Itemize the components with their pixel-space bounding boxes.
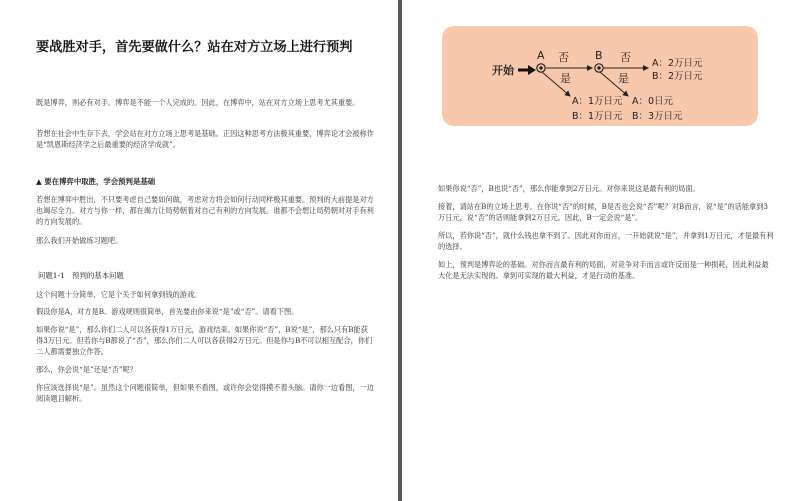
node-a-dot — [539, 66, 542, 69]
game-tree-diagram — [442, 26, 758, 126]
start-label: 开始 — [492, 64, 514, 77]
outcome-no-yes-b: B：3万日元 — [632, 111, 683, 122]
right-paragraph-4: 如上，预判是博弈论的基础。对你而言最有利的局面，对竞争对手而言或许反而是一种损耗，因此利益最大化是无法实现的。拿到可实现的最大利益，才是行动的基准。 — [438, 260, 769, 281]
problem-heading: 问题1-1 预判的基本问题 — [38, 271, 124, 280]
yes-label-a: 是 — [560, 72, 571, 85]
page-title: 要战胜对手，首先要做什么？站在对方立场上进行预判 — [36, 40, 353, 55]
start-arrow-head — [528, 65, 536, 75]
right-paragraph-3: 所以，若你说“否”，就什么钱也拿不到了。因此对你而言，一开始就说“是”，并拿到1万日元，才是最有利的选择。 — [438, 231, 774, 252]
right-paragraph-2: 接着，请站在B的立场上思考。在你说“否”的时候，B是否也会说“否”呢？对B而言，说“是”的话能拿到3万日元，说“否”的话则能拿到2万日元。因此，B一定会说“是”。 — [438, 202, 768, 223]
outcome-yes-a: A：1万日元 — [572, 96, 623, 107]
problem-paragraph-1: 这个问题十分简单，它是个关于如何拿到钱的游戏。 — [36, 290, 202, 299]
outcome-yes-b: B：1万日元 — [572, 111, 623, 122]
problem-paragraph-5: 你应该选择说“是”。虽然这个问题很简单，但如果不看图，或许你会觉得摸不着头脑。请你一边看图，一边阅读题目解析。 — [36, 383, 374, 404]
game-tree-svg — [442, 26, 758, 126]
node-b-dot — [597, 66, 600, 69]
node-b-label: B — [595, 49, 603, 62]
no-label-a: 否 — [558, 51, 569, 64]
right-page — [402, 0, 800, 501]
problem-paragraph-3: 如果你说“是”，那么你们二人可以各获得1万日元，游戏结束。如果你说“否”，B说“是”，那么只有B能获得3万日元。但若你与B都说了“否”，那么你们二人可以各获得2万日元。但是你与B不可以相互配合，你们二人都需要独立作答。 — [36, 325, 373, 357]
right-paragraph-1: 如果你说“否”，B也说“否”，那么你能拿到2万日元。对你来说这是最有利的局面。 — [438, 184, 700, 193]
problem-paragraph-4: 那么，你会说“是”还是“否”呢？ — [36, 365, 137, 374]
outcome-no-yes-a: A：0日元 — [632, 96, 674, 107]
no-label-b: 否 — [620, 51, 631, 64]
section-paragraph-1: 若想在博弈中胜出，不只要考虑自己要如何做，考虑对方将会如何行动同样极其重要。预判的大前提是对方也竭尽全力。对方与你一样，都在竭力让局势朝着对自己有利的方向发展。谁都不会想让局势朝对对手有利的方向发展的。 — [36, 195, 374, 227]
problem-paragraph-2: 假设你是A，对方是B。游戏规则很简单，首先要由你来说“是”或“否”。请看下图。 — [36, 307, 299, 316]
yes-label-b: 是 — [618, 72, 629, 85]
node-a-label: A — [537, 49, 545, 62]
section-heading: ▲ 要在博弈中取胜，学会预判是基础 — [36, 177, 156, 186]
intro-paragraph-1: 既是博弈，则必有对手。博弈是不能一个人完成的。因此，在博弈中，站在对方立场上思考尤其重要。 — [36, 98, 360, 107]
outcome-no-no-a: A：2万日元 — [652, 58, 703, 69]
intro-paragraph-2: 若想在社会中生存下去，学会站在对方立场上思考是基础。正因这种思考方法极其重要，博弈论才会被称作是“凯恩斯经济学之后最重要的经济学成就”。 — [36, 129, 374, 150]
left-page — [0, 0, 398, 501]
outcome-no-no-b: B：2万日元 — [652, 71, 703, 82]
section-paragraph-2: 那么我们开始做练习题吧。 — [36, 236, 123, 245]
